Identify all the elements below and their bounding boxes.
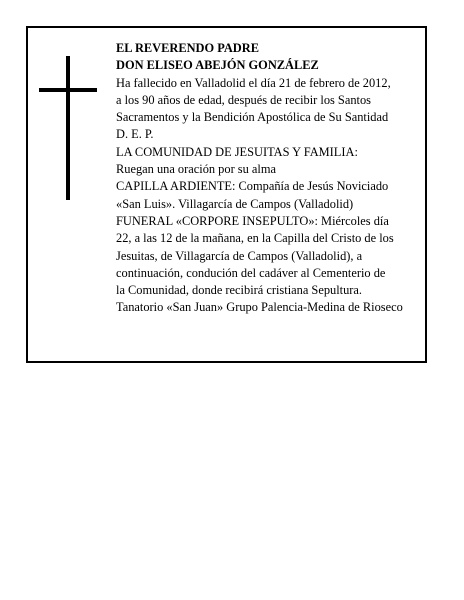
notice-line: Jesuitas, de Villagarcía de Campos (Valladolid), a xyxy=(116,248,363,263)
notice-line: «San Luis». Villagarcía de Campos (Valladolid) xyxy=(116,196,354,211)
notice-text xyxy=(116,40,436,317)
notice-line: Tanatorio «San Juan» Grupo Palencia-Medina de Rioseco xyxy=(116,300,403,315)
cross-horizontal-bar xyxy=(39,88,97,92)
notice-line: Ha fallecido en Valladolid el día 21 de febrero de 2012, xyxy=(116,75,391,90)
notice-line: 22, a las 12 de la mañana, en la Capilla del Cristo de los xyxy=(116,231,394,246)
cross-icon xyxy=(39,56,97,200)
cross-vertical-bar xyxy=(66,56,70,200)
notice-line: LA COMUNIDAD DE JESUITAS Y FAMILIA: xyxy=(116,144,358,159)
notice-line: continuación, condución del cadáver al Cementerio de xyxy=(116,265,386,280)
notice-title-line-1: EL REVERENDO PADRE xyxy=(116,41,259,55)
notice-line: FUNERAL «CORPORE INSEPULTO»: Miércoles día xyxy=(116,213,389,228)
notice-line: D. E. P. xyxy=(116,127,154,142)
notice-line: Ruegan una oración por su alma xyxy=(116,162,276,177)
notice-line: Sacramentos y la Bendición Apostólica de Su Santidad xyxy=(116,110,389,125)
notice-title-line-2: DON ELISEO ABEJÓN GONZÁLEZ xyxy=(116,58,319,73)
notice-line: CAPILLA ARDIENTE: Compañía de Jesús Noviciado xyxy=(116,179,389,194)
obituary-notice xyxy=(26,26,427,363)
notice-line: a los 90 años de edad, después de recibir los Santos xyxy=(116,92,371,107)
notice-line: la Comunidad, donde recibirá cristiana Sepultura. xyxy=(116,283,363,298)
